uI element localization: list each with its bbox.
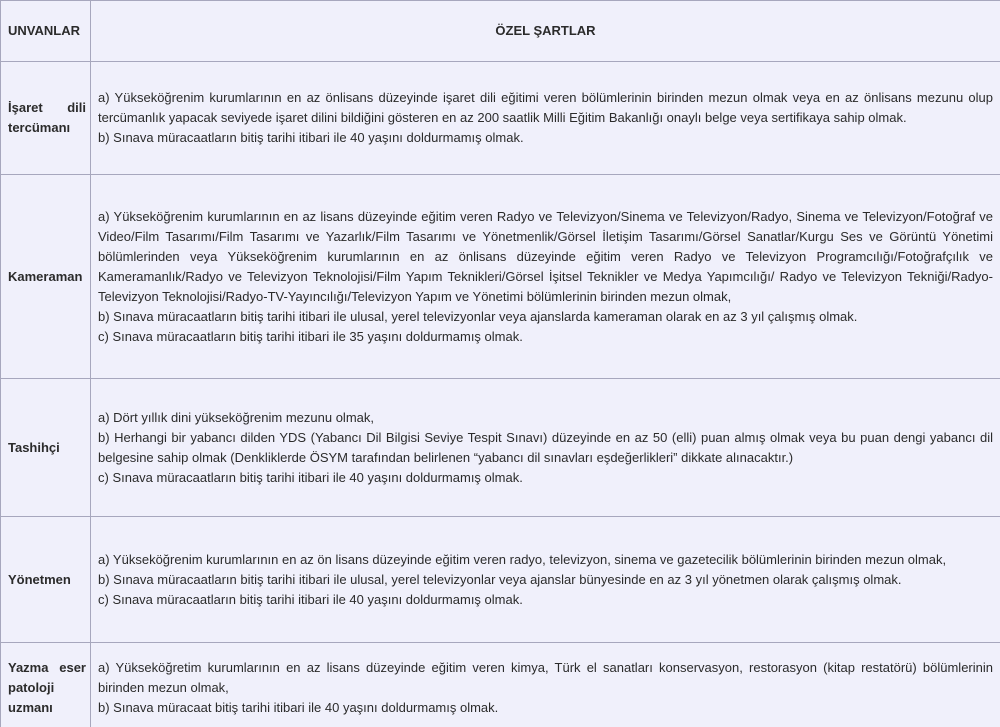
requirement-item: a) Yükseköğrenim kurumlarının en az lisans düzeyinde eğitim veren Radyo ve Televizyon/Sinema ve Televizyon/Radyo, Sinema ve Televizyon/Fotoğraf ve Video/Film Tasarımı/Film Tasarımı ve Yazarlık/Film Tasarımı ve Yönetmenlik/Görsel İletişim Tasarımı/Görsel Sanatlar/Kurgu Ses ve Görüntü Yönetimi bölümlerinden veya Yükseköğrenim kurumlarının en az önlisans düzeyinde eğitim veren Radyo ve Televizyon Programcılığı/Fotoğrafçılık ve Kameramanlık/Radyo ve Televizyon Teknolojisi/Film Yapım Teknikleri/Görsel İşitsel Teknikler ve Medya Yapımcılığı/ Radyo ve Televizyon Tekniği/Radyo- Televizyon Teknolojisi/Radyo-TV-Yayıncılığı/Televizyon Yapım ve Yönetimi bölümlerinin birinden mezun olmak, bbox=[98, 208, 993, 304]
table-row bbox=[1, 175, 1000, 379]
position-requirements bbox=[91, 379, 1000, 517]
requirement-item: a) Yükseköğretim kurumlarının en az lisans düzeyinde eğitim veren kimya, Türk el sanatları konservasyon, restorasyon (kitap restatörü) bölümlerinin birinden mezun olmak, bbox=[98, 660, 993, 695]
table-header-row bbox=[1, 1, 1000, 62]
requirement-item: c) Sınava müracaatların bitiş tarihi itibari ile 40 yaşını doldurmamış olmak. bbox=[98, 591, 523, 607]
position-title: Kameraman bbox=[1, 175, 91, 379]
position-requirements bbox=[91, 517, 1000, 643]
column-header-titles: UNVANLAR bbox=[1, 1, 91, 62]
requirement-item: b) Sınava müracaatların bitiş tarihi itibari ile 40 yaşını doldurmamış olmak. bbox=[98, 130, 524, 145]
position-requirements bbox=[91, 62, 1000, 175]
requirement-item: a) Yükseköğrenim kurumlarının en az ön lisans düzeyinde eğitim veren radyo, televizyon, sinema ve gazetecilik bölümlerinin birinden mezun olmak, bbox=[98, 551, 947, 567]
requirement-item: c) Sınava müracaatların bitiş tarihi itibari ile 40 yaşını doldurmamış olmak. bbox=[98, 469, 523, 485]
requirement-item: a) Yükseköğrenim kurumlarının en az önlisans düzeyinde işaret dili eğitimi veren bölümlerinin birinden mezun olmak veya en az önlisans mezunu olup tercümanlık yapacak seviyede işaret dilini bildiğini gösteren en az 200 saatlik Milli Eğitim Bakanlığı onaylı belge veya sertifikaya sahip olmak. bbox=[98, 90, 993, 125]
position-requirements bbox=[91, 175, 1000, 379]
requirement-item: a) Dört yıllık dini yükseköğrenim mezunu olmak, bbox=[98, 409, 374, 425]
position-title: Yönetmen bbox=[1, 517, 91, 643]
table-row bbox=[1, 62, 1000, 175]
table-row bbox=[1, 517, 1000, 643]
position-title: İşaret dili tercümanı bbox=[1, 62, 91, 175]
table-row bbox=[1, 379, 1000, 517]
requirement-item: c) Sınava müracaatların bitiş tarihi itibari ile 35 yaşını doldurmamış olmak. bbox=[98, 328, 523, 344]
position-title: Yazma eser patoloji uzmanı bbox=[1, 643, 91, 727]
position-requirements bbox=[91, 643, 1000, 727]
requirement-item: b) Sınava müracaatların bitiş tarihi itibari ile ulusal, yerel televizyonlar veya ajanslarda kameraman olarak en az 3 yıl çalışmış olmak. bbox=[98, 308, 858, 324]
position-title: Tashihçi bbox=[1, 379, 91, 517]
requirement-item: b) Herhangi bir yabancı dilden YDS (Yabancı Dil Bilgisi Seviye Tespit Sınavı) düzeyinde en az 50 (elli) puan almış olmak veya bu puan dengi yabancı dil belgesine sahip olmak (Denkliklerde ÖSYM tarafından belirlenen “yabancı dil sınavları eşdeğerlikleri” dikkate alınacaktır.) bbox=[98, 429, 993, 465]
requirement-item: b) Sınava müracaat bitiş tarihi itibari ile 40 yaşını doldurmamış olmak. bbox=[98, 700, 499, 715]
requirement-item: b) Sınava müracaatların bitiş tarihi itibari ile ulusal, yerel televizyonlar veya ajanslar bünyesinde en az 3 yıl yönetmen olarak çalışmış olmak. bbox=[98, 571, 902, 587]
table-row bbox=[1, 643, 1000, 727]
column-header-requirements: ÖZEL ŞARTLAR bbox=[91, 1, 1000, 62]
